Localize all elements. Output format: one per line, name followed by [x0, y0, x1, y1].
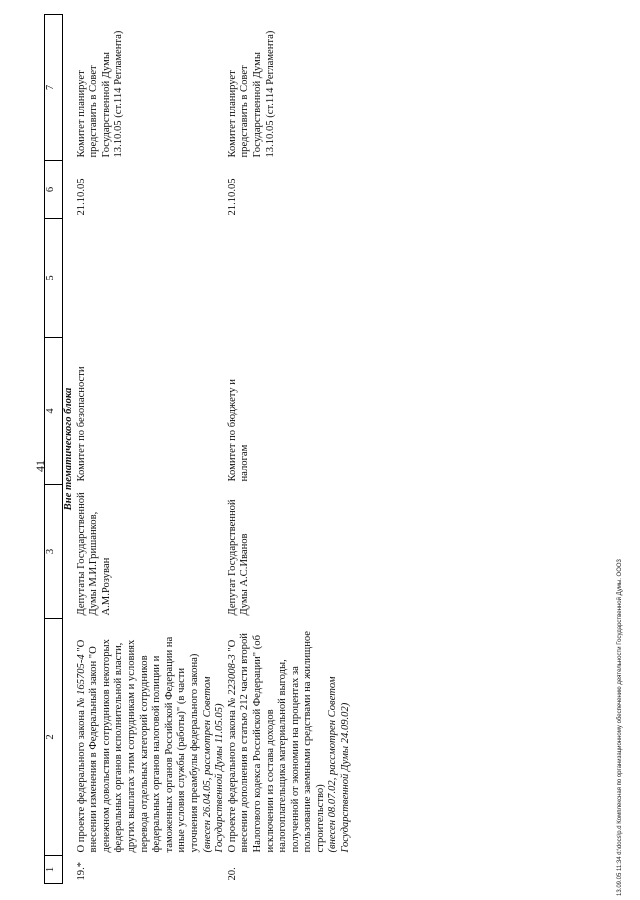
bill-number: № 165705-4: [75, 654, 87, 708]
header-row: [45, 15, 63, 884]
header-cell-6: 6: [45, 161, 63, 219]
table-row: [76, 15, 227, 884]
bill-line1: О проекте федерального закона: [226, 710, 238, 853]
header-cell-7: 7: [45, 15, 63, 161]
page-number: 41: [33, 460, 47, 472]
bill-line1: О проекте федерального закона: [75, 710, 87, 853]
row-number: 19.*: [75, 861, 87, 881]
note: Комитет планирует представить в Совет Государственной Думы 13.10.05 (ст.114 Регламента): [75, 30, 125, 158]
table-row: [227, 15, 353, 884]
author: Депутат Государственной Думы А.С.Иванов: [226, 499, 251, 616]
bill-description: [227, 619, 353, 856]
bill-text: "О внесении изменения в Федеральный закон "О денежном довольствии сотрудников некоторых федеральных органов исполнительной власти, других выплатах этим сотрудникам и условиях перевода отдельных категорий сотрудников федеральных органов налоговой полиции и таможенных органов Российской Федерации на иные условия службы (работы)" (в части уточнения преамбулы федерального закона): [75, 636, 200, 853]
header-cell-3: 3: [45, 485, 63, 619]
bill-description: [76, 619, 227, 856]
bill-number: № 223008-3: [226, 654, 238, 708]
committee: Комитет по безопасности: [75, 366, 87, 482]
header-cell-5: 5: [45, 219, 63, 338]
date: 21.10.05: [226, 178, 238, 216]
section-row: [63, 15, 76, 884]
header-cell-2: 2: [45, 619, 63, 856]
col5-cell: [76, 219, 227, 338]
bill-note: (внесен 26.04.05, рассмотрен Советом Государственной Думы 11.05.05): [201, 676, 226, 853]
bill-text: "О внесении дополнения в статью 212 части второй Налогового кодекса Российской Федерации" (об исключении из состава доходов налогоплательщика материальной выгоды, полученной от экономии на процентах за пользование заемными средствами на жилищное строительство): [226, 630, 326, 853]
date: 21.10.05: [75, 178, 87, 216]
section-title: Вне тематического блока: [63, 387, 74, 511]
row-number: 20.: [226, 867, 238, 881]
bill-table: [44, 14, 353, 884]
author: Депутаты Государственной Думы М.И.Гришанков, А.М.Розуван: [75, 492, 112, 616]
header-cell-1: 1: [45, 856, 63, 884]
footer-path: 13.09.05 11:34 d:\docs\p.d Комплексная по организационному обеспечению деятельности Государственной Думы. ООО3: [617, 559, 623, 896]
header-cell-4: 4: [45, 338, 63, 485]
committee: Комитет по бюджету и налогам: [226, 379, 251, 482]
bill-note: (внесен 08.07.02, рассмотрен Советом Государственной Думы 24.09.02): [327, 676, 352, 853]
note: Комитет планирует представить в Совет Государственной Думы 13.10.05 (ст.114 Регламента): [226, 30, 276, 158]
col5-cell: [227, 219, 353, 338]
